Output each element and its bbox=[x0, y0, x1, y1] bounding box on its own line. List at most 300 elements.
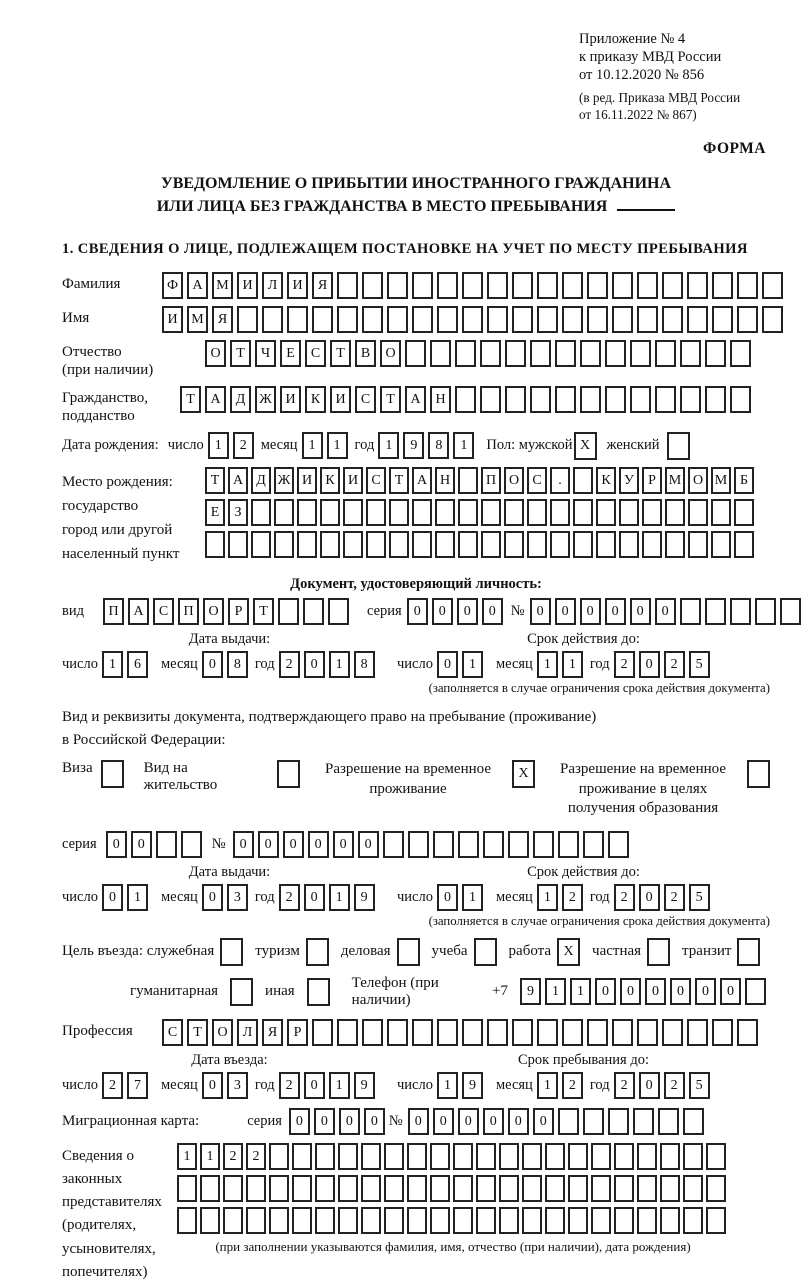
form-cell[interactable]: 2 bbox=[279, 1072, 300, 1099]
form-cell[interactable] bbox=[315, 1175, 335, 1202]
form-cell[interactable]: 1 bbox=[102, 651, 123, 678]
form-cell[interactable] bbox=[269, 1175, 289, 1202]
form-cell[interactable] bbox=[712, 306, 733, 333]
form-cell[interactable] bbox=[568, 1143, 588, 1170]
form-cell[interactable]: 6 bbox=[127, 651, 148, 678]
form-cell[interactable]: 1 bbox=[437, 1072, 458, 1099]
form-cell[interactable] bbox=[458, 499, 478, 526]
form-cell[interactable] bbox=[637, 1019, 658, 1046]
form-cell[interactable]: 0 bbox=[333, 831, 354, 858]
form-cell[interactable] bbox=[389, 499, 409, 526]
form-cell[interactable] bbox=[642, 499, 662, 526]
form-cell[interactable] bbox=[706, 1207, 726, 1234]
form-cell[interactable] bbox=[292, 1143, 312, 1170]
form-cell[interactable] bbox=[614, 1175, 634, 1202]
form-cell[interactable]: 0 bbox=[655, 598, 676, 625]
form-cell[interactable] bbox=[737, 272, 758, 299]
form-cell[interactable]: 1 bbox=[200, 1143, 220, 1170]
form-cell[interactable] bbox=[455, 340, 476, 367]
form-cell[interactable]: Т bbox=[253, 598, 274, 625]
form-cell[interactable] bbox=[665, 531, 685, 558]
form-cell[interactable] bbox=[343, 531, 363, 558]
form-cell[interactable]: Т bbox=[205, 467, 225, 494]
form-cell[interactable] bbox=[177, 1175, 197, 1202]
form-cell[interactable] bbox=[387, 272, 408, 299]
form-cell[interactable] bbox=[637, 1207, 657, 1234]
form-cell[interactable]: 0 bbox=[289, 1108, 310, 1135]
form-cell[interactable] bbox=[407, 1207, 427, 1234]
form-cell[interactable] bbox=[706, 1143, 726, 1170]
form-cell[interactable] bbox=[200, 1175, 220, 1202]
form-cell[interactable] bbox=[608, 1108, 629, 1135]
form-cell[interactable] bbox=[537, 272, 558, 299]
form-cell[interactable] bbox=[530, 340, 551, 367]
form-cell[interactable]: 1 bbox=[378, 432, 399, 459]
form-cell[interactable]: 1 bbox=[537, 651, 558, 678]
form-cell[interactable] bbox=[338, 1175, 358, 1202]
form-cell[interactable]: Ч bbox=[255, 340, 276, 367]
form-cell[interactable] bbox=[562, 272, 583, 299]
purpose-transit-checkbox[interactable] bbox=[737, 938, 760, 966]
form-cell[interactable]: 0 bbox=[407, 598, 428, 625]
form-cell[interactable]: 2 bbox=[279, 884, 300, 911]
form-cell[interactable] bbox=[762, 306, 783, 333]
form-cell[interactable] bbox=[619, 499, 639, 526]
form-cell[interactable] bbox=[384, 1175, 404, 1202]
form-cell[interactable]: К bbox=[305, 386, 326, 413]
form-cell[interactable] bbox=[487, 272, 508, 299]
form-cell[interactable] bbox=[407, 1143, 427, 1170]
form-cell[interactable]: К bbox=[596, 467, 616, 494]
form-cell[interactable] bbox=[687, 1019, 708, 1046]
form-cell[interactable]: О bbox=[688, 467, 708, 494]
form-cell[interactable] bbox=[504, 499, 524, 526]
form-cell[interactable]: 9 bbox=[354, 884, 375, 911]
form-cell[interactable]: И bbox=[343, 467, 363, 494]
form-cell[interactable]: 2 bbox=[614, 1072, 635, 1099]
form-cell[interactable]: К bbox=[320, 467, 340, 494]
purpose-study-checkbox[interactable] bbox=[474, 938, 497, 966]
form-cell[interactable] bbox=[228, 531, 248, 558]
form-cell[interactable] bbox=[660, 1175, 680, 1202]
form-cell[interactable]: 0 bbox=[308, 831, 329, 858]
form-cell[interactable] bbox=[583, 831, 604, 858]
form-cell[interactable] bbox=[499, 1207, 519, 1234]
form-cell[interactable]: 1 bbox=[537, 1072, 558, 1099]
form-cell[interactable]: И bbox=[297, 467, 317, 494]
form-cell[interactable] bbox=[712, 272, 733, 299]
form-cell[interactable] bbox=[458, 531, 478, 558]
form-cell[interactable]: Е bbox=[205, 499, 225, 526]
form-cell[interactable]: 7 bbox=[127, 1072, 148, 1099]
form-cell[interactable] bbox=[612, 272, 633, 299]
form-cell[interactable]: Т bbox=[380, 386, 401, 413]
visa-checkbox[interactable] bbox=[101, 760, 124, 788]
form-cell[interactable]: 1 bbox=[453, 432, 474, 459]
form-cell[interactable] bbox=[568, 1207, 588, 1234]
form-cell[interactable]: 1 bbox=[208, 432, 229, 459]
form-cell[interactable]: 0 bbox=[595, 978, 616, 1005]
form-cell[interactable]: Л bbox=[237, 1019, 258, 1046]
purpose-humanitarian-checkbox[interactable] bbox=[230, 978, 253, 1006]
form-cell[interactable] bbox=[683, 1175, 703, 1202]
form-cell[interactable] bbox=[665, 499, 685, 526]
form-cell[interactable]: 0 bbox=[339, 1108, 360, 1135]
form-cell[interactable] bbox=[262, 306, 283, 333]
form-cell[interactable] bbox=[412, 272, 433, 299]
form-cell[interactable] bbox=[562, 306, 583, 333]
form-cell[interactable] bbox=[545, 1207, 565, 1234]
form-cell[interactable] bbox=[246, 1207, 266, 1234]
form-cell[interactable] bbox=[366, 499, 386, 526]
form-cell[interactable] bbox=[662, 306, 683, 333]
form-cell[interactable] bbox=[637, 272, 658, 299]
form-cell[interactable] bbox=[200, 1207, 220, 1234]
form-cell[interactable] bbox=[505, 340, 526, 367]
form-cell[interactable] bbox=[205, 531, 225, 558]
form-cell[interactable] bbox=[337, 306, 358, 333]
form-cell[interactable]: Н bbox=[430, 386, 451, 413]
form-cell[interactable] bbox=[630, 340, 651, 367]
form-cell[interactable] bbox=[274, 499, 294, 526]
form-cell[interactable] bbox=[433, 831, 454, 858]
form-cell[interactable] bbox=[596, 499, 616, 526]
form-cell[interactable]: С bbox=[366, 467, 386, 494]
form-cell[interactable]: 0 bbox=[131, 831, 152, 858]
form-cell[interactable] bbox=[483, 831, 504, 858]
form-cell[interactable]: 0 bbox=[258, 831, 279, 858]
form-cell[interactable] bbox=[637, 306, 658, 333]
form-cell[interactable] bbox=[412, 306, 433, 333]
form-cell[interactable]: 0 bbox=[364, 1108, 385, 1135]
purpose-other-checkbox[interactable] bbox=[307, 978, 330, 1006]
form-cell[interactable]: Я bbox=[212, 306, 233, 333]
form-cell[interactable]: 0 bbox=[102, 884, 123, 911]
form-cell[interactable]: 1 bbox=[570, 978, 591, 1005]
form-cell[interactable] bbox=[522, 1207, 542, 1234]
form-cell[interactable]: А bbox=[412, 467, 432, 494]
form-cell[interactable] bbox=[338, 1143, 358, 1170]
form-cell[interactable] bbox=[320, 499, 340, 526]
form-cell[interactable] bbox=[297, 531, 317, 558]
form-cell[interactable]: 1 bbox=[329, 1072, 350, 1099]
form-cell[interactable]: Д bbox=[230, 386, 251, 413]
sex-male-checkbox[interactable]: X bbox=[574, 432, 597, 460]
form-cell[interactable] bbox=[458, 831, 479, 858]
form-cell[interactable] bbox=[605, 386, 626, 413]
form-cell[interactable]: 1 bbox=[127, 884, 148, 911]
form-cell[interactable] bbox=[383, 831, 404, 858]
form-cell[interactable]: В bbox=[355, 340, 376, 367]
form-cell[interactable] bbox=[287, 306, 308, 333]
form-cell[interactable] bbox=[223, 1207, 243, 1234]
form-cell[interactable]: Р bbox=[642, 467, 662, 494]
form-cell[interactable] bbox=[237, 306, 258, 333]
form-cell[interactable] bbox=[412, 531, 432, 558]
form-cell[interactable] bbox=[303, 598, 324, 625]
form-cell[interactable] bbox=[705, 598, 726, 625]
form-cell[interactable]: А bbox=[405, 386, 426, 413]
form-cell[interactable] bbox=[177, 1207, 197, 1234]
form-cell[interactable]: З bbox=[228, 499, 248, 526]
form-cell[interactable] bbox=[499, 1175, 519, 1202]
form-cell[interactable] bbox=[315, 1207, 335, 1234]
form-cell[interactable] bbox=[580, 340, 601, 367]
form-cell[interactable] bbox=[487, 306, 508, 333]
form-cell[interactable] bbox=[292, 1207, 312, 1234]
form-cell[interactable] bbox=[619, 531, 639, 558]
form-cell[interactable]: 1 bbox=[545, 978, 566, 1005]
form-cell[interactable]: 0 bbox=[508, 1108, 529, 1135]
form-cell[interactable] bbox=[688, 499, 708, 526]
form-cell[interactable] bbox=[614, 1207, 634, 1234]
form-cell[interactable] bbox=[481, 499, 501, 526]
form-cell[interactable] bbox=[558, 831, 579, 858]
form-cell[interactable] bbox=[612, 1019, 633, 1046]
form-cell[interactable] bbox=[660, 1143, 680, 1170]
form-cell[interactable] bbox=[297, 499, 317, 526]
form-cell[interactable]: 8 bbox=[354, 651, 375, 678]
form-cell[interactable]: 0 bbox=[202, 651, 223, 678]
form-cell[interactable]: 1 bbox=[327, 432, 348, 459]
form-cell[interactable] bbox=[223, 1175, 243, 1202]
form-cell[interactable]: 0 bbox=[106, 831, 127, 858]
form-cell[interactable]: 0 bbox=[530, 598, 551, 625]
form-cell[interactable] bbox=[384, 1207, 404, 1234]
form-cell[interactable] bbox=[337, 272, 358, 299]
form-cell[interactable]: 2 bbox=[233, 432, 254, 459]
form-cell[interactable]: 0 bbox=[555, 598, 576, 625]
form-cell[interactable] bbox=[591, 1207, 611, 1234]
form-cell[interactable] bbox=[537, 306, 558, 333]
form-cell[interactable] bbox=[453, 1175, 473, 1202]
form-cell[interactable]: 0 bbox=[639, 651, 660, 678]
form-cell[interactable]: 5 bbox=[689, 651, 710, 678]
form-cell[interactable] bbox=[362, 306, 383, 333]
form-cell[interactable]: 3 bbox=[227, 884, 248, 911]
form-cell[interactable]: О bbox=[212, 1019, 233, 1046]
form-cell[interactable]: Т bbox=[187, 1019, 208, 1046]
form-cell[interactable]: 0 bbox=[483, 1108, 504, 1135]
temp-residence-checkbox[interactable]: X bbox=[512, 760, 535, 788]
form-cell[interactable] bbox=[435, 499, 455, 526]
form-cell[interactable] bbox=[328, 598, 349, 625]
form-cell[interactable]: Т bbox=[230, 340, 251, 367]
form-cell[interactable]: Я bbox=[262, 1019, 283, 1046]
form-cell[interactable] bbox=[614, 1143, 634, 1170]
form-cell[interactable]: 0 bbox=[670, 978, 691, 1005]
form-cell[interactable] bbox=[734, 531, 754, 558]
form-cell[interactable] bbox=[706, 1175, 726, 1202]
form-cell[interactable] bbox=[655, 340, 676, 367]
form-cell[interactable] bbox=[737, 1019, 758, 1046]
form-cell[interactable] bbox=[705, 340, 726, 367]
form-cell[interactable] bbox=[642, 531, 662, 558]
form-cell[interactable] bbox=[362, 1019, 383, 1046]
form-cell[interactable]: О bbox=[504, 467, 524, 494]
form-cell[interactable]: . bbox=[550, 467, 570, 494]
form-cell[interactable] bbox=[312, 306, 333, 333]
form-cell[interactable] bbox=[508, 831, 529, 858]
form-cell[interactable]: 2 bbox=[223, 1143, 243, 1170]
form-cell[interactable] bbox=[583, 1108, 604, 1135]
form-cell[interactable] bbox=[480, 386, 501, 413]
form-cell[interactable]: 9 bbox=[403, 432, 424, 459]
form-cell[interactable] bbox=[530, 386, 551, 413]
form-cell[interactable] bbox=[545, 1175, 565, 1202]
form-cell[interactable]: И bbox=[287, 272, 308, 299]
form-cell[interactable]: 0 bbox=[233, 831, 254, 858]
form-cell[interactable]: 2 bbox=[614, 884, 635, 911]
form-cell[interactable]: 2 bbox=[562, 884, 583, 911]
form-cell[interactable] bbox=[730, 340, 751, 367]
form-cell[interactable]: Т bbox=[389, 467, 409, 494]
form-cell[interactable]: 5 bbox=[689, 884, 710, 911]
form-cell[interactable]: 0 bbox=[533, 1108, 554, 1135]
form-cell[interactable] bbox=[688, 531, 708, 558]
form-cell[interactable]: Ф bbox=[162, 272, 183, 299]
form-cell[interactable]: 8 bbox=[428, 432, 449, 459]
form-cell[interactable] bbox=[361, 1175, 381, 1202]
form-cell[interactable] bbox=[550, 531, 570, 558]
form-cell[interactable]: 9 bbox=[354, 1072, 375, 1099]
form-cell[interactable]: 9 bbox=[462, 1072, 483, 1099]
form-cell[interactable]: 2 bbox=[614, 651, 635, 678]
form-cell[interactable] bbox=[591, 1143, 611, 1170]
form-cell[interactable] bbox=[338, 1207, 358, 1234]
form-cell[interactable] bbox=[312, 1019, 333, 1046]
form-cell[interactable] bbox=[734, 499, 754, 526]
form-cell[interactable]: А bbox=[187, 272, 208, 299]
form-cell[interactable]: 2 bbox=[279, 651, 300, 678]
form-cell[interactable]: 1 bbox=[329, 651, 350, 678]
form-cell[interactable]: 0 bbox=[358, 831, 379, 858]
form-cell[interactable] bbox=[587, 272, 608, 299]
form-cell[interactable] bbox=[430, 1143, 450, 1170]
form-cell[interactable]: 0 bbox=[645, 978, 666, 1005]
form-cell[interactable] bbox=[573, 531, 593, 558]
form-cell[interactable]: 9 bbox=[520, 978, 541, 1005]
form-cell[interactable] bbox=[361, 1143, 381, 1170]
form-cell[interactable] bbox=[362, 272, 383, 299]
form-cell[interactable] bbox=[361, 1207, 381, 1234]
form-cell[interactable] bbox=[522, 1143, 542, 1170]
form-cell[interactable] bbox=[437, 306, 458, 333]
sex-female-checkbox[interactable] bbox=[667, 432, 690, 460]
form-cell[interactable]: 5 bbox=[689, 1072, 710, 1099]
form-cell[interactable] bbox=[555, 340, 576, 367]
form-cell[interactable]: 0 bbox=[620, 978, 641, 1005]
form-cell[interactable]: 0 bbox=[720, 978, 741, 1005]
form-cell[interactable]: П bbox=[103, 598, 124, 625]
form-cell[interactable] bbox=[476, 1207, 496, 1234]
form-cell[interactable] bbox=[680, 598, 701, 625]
form-cell[interactable] bbox=[274, 531, 294, 558]
form-cell[interactable]: С bbox=[527, 467, 547, 494]
form-cell[interactable]: 1 bbox=[462, 651, 483, 678]
form-cell[interactable] bbox=[537, 1019, 558, 1046]
form-cell[interactable]: Е bbox=[280, 340, 301, 367]
form-cell[interactable] bbox=[580, 386, 601, 413]
form-cell[interactable]: 2 bbox=[246, 1143, 266, 1170]
form-cell[interactable] bbox=[550, 499, 570, 526]
form-cell[interactable] bbox=[512, 306, 533, 333]
form-cell[interactable]: М bbox=[711, 467, 731, 494]
form-cell[interactable] bbox=[437, 272, 458, 299]
form-cell[interactable] bbox=[730, 386, 751, 413]
form-cell[interactable] bbox=[687, 272, 708, 299]
form-cell[interactable]: 2 bbox=[664, 651, 685, 678]
form-cell[interactable]: О bbox=[380, 340, 401, 367]
form-cell[interactable] bbox=[633, 1108, 654, 1135]
form-cell[interactable]: И bbox=[330, 386, 351, 413]
form-cell[interactable]: 0 bbox=[202, 884, 223, 911]
form-cell[interactable]: О bbox=[205, 340, 226, 367]
form-cell[interactable]: Р bbox=[228, 598, 249, 625]
form-cell[interactable] bbox=[487, 1019, 508, 1046]
form-cell[interactable]: 1 bbox=[329, 884, 350, 911]
form-cell[interactable] bbox=[762, 272, 783, 299]
form-cell[interactable] bbox=[680, 386, 701, 413]
form-cell[interactable]: 0 bbox=[639, 884, 660, 911]
form-cell[interactable]: Д bbox=[251, 467, 271, 494]
form-cell[interactable] bbox=[269, 1143, 289, 1170]
form-cell[interactable]: 1 bbox=[537, 884, 558, 911]
form-cell[interactable]: 3 bbox=[227, 1072, 248, 1099]
form-cell[interactable] bbox=[662, 272, 683, 299]
form-cell[interactable] bbox=[251, 499, 271, 526]
form-cell[interactable] bbox=[637, 1143, 657, 1170]
form-cell[interactable] bbox=[246, 1175, 266, 1202]
form-cell[interactable]: Я bbox=[312, 272, 333, 299]
form-cell[interactable]: 0 bbox=[433, 1108, 454, 1135]
form-cell[interactable] bbox=[430, 1175, 450, 1202]
form-cell[interactable] bbox=[630, 386, 651, 413]
form-cell[interactable] bbox=[384, 1143, 404, 1170]
form-cell[interactable] bbox=[591, 1175, 611, 1202]
form-cell[interactable]: 2 bbox=[664, 884, 685, 911]
form-cell[interactable]: И bbox=[237, 272, 258, 299]
form-cell[interactable] bbox=[292, 1175, 312, 1202]
form-cell[interactable] bbox=[533, 831, 554, 858]
form-cell[interactable] bbox=[156, 831, 177, 858]
form-cell[interactable]: 0 bbox=[695, 978, 716, 1005]
form-cell[interactable]: С bbox=[162, 1019, 183, 1046]
form-cell[interactable] bbox=[480, 340, 501, 367]
form-cell[interactable]: Ж bbox=[255, 386, 276, 413]
form-cell[interactable] bbox=[608, 831, 629, 858]
form-cell[interactable]: М bbox=[665, 467, 685, 494]
form-cell[interactable] bbox=[499, 1143, 519, 1170]
form-cell[interactable]: Б bbox=[734, 467, 754, 494]
form-cell[interactable] bbox=[407, 1175, 427, 1202]
form-cell[interactable]: 0 bbox=[639, 1072, 660, 1099]
form-cell[interactable] bbox=[545, 1143, 565, 1170]
form-cell[interactable]: П bbox=[178, 598, 199, 625]
form-cell[interactable]: 0 bbox=[437, 651, 458, 678]
form-cell[interactable]: М bbox=[212, 272, 233, 299]
form-cell[interactable] bbox=[437, 1019, 458, 1046]
form-cell[interactable]: И bbox=[162, 306, 183, 333]
form-cell[interactable] bbox=[315, 1143, 335, 1170]
form-cell[interactable]: И bbox=[280, 386, 301, 413]
form-cell[interactable] bbox=[505, 386, 526, 413]
form-cell[interactable] bbox=[337, 1019, 358, 1046]
form-cell[interactable] bbox=[573, 467, 593, 494]
form-cell[interactable]: 1 bbox=[562, 651, 583, 678]
form-cell[interactable] bbox=[458, 467, 478, 494]
form-cell[interactable]: А bbox=[205, 386, 226, 413]
